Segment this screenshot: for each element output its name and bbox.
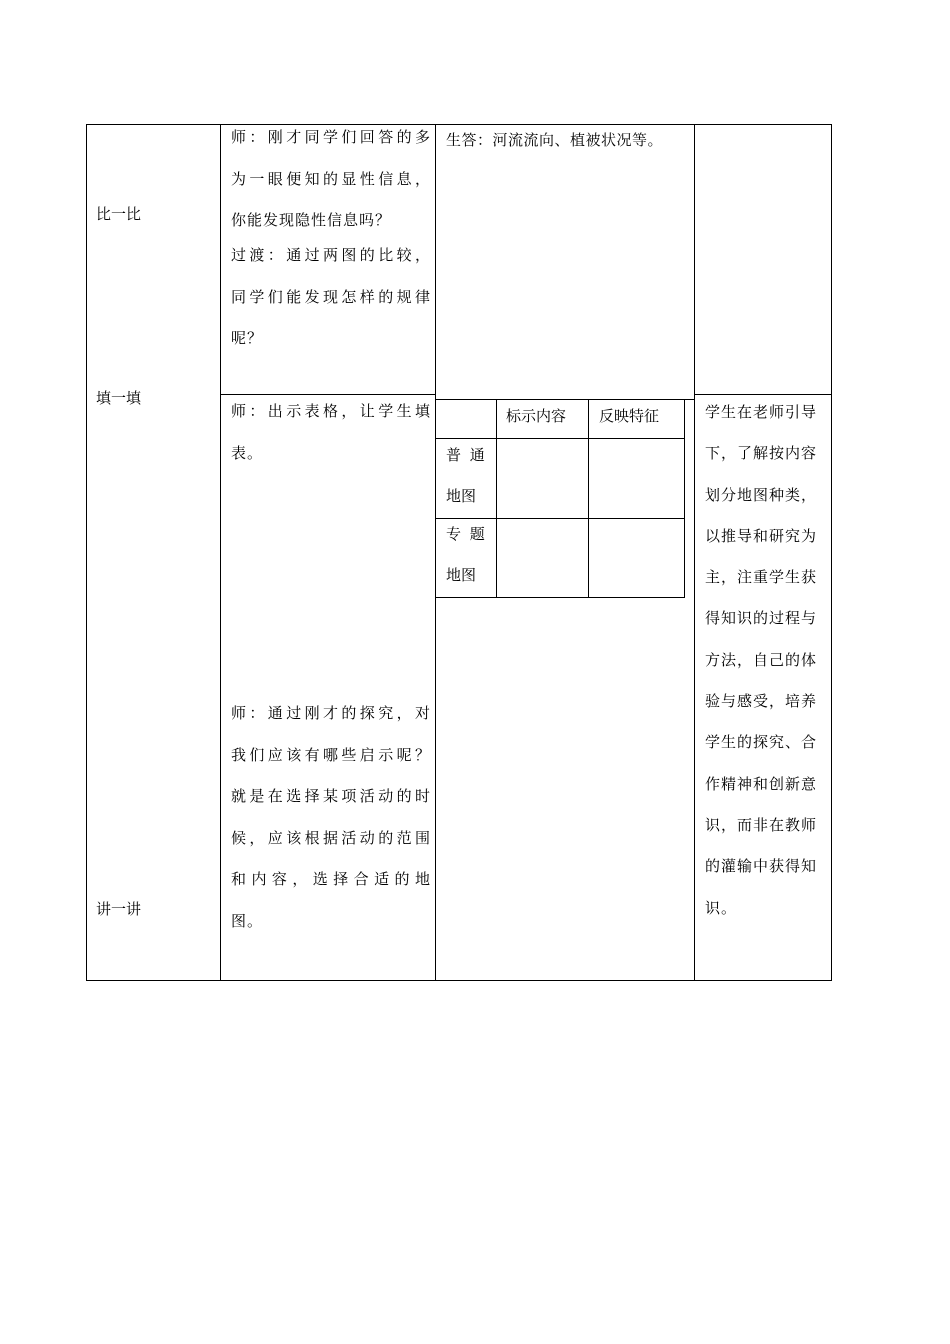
teacher-question-line: 你能发现隐性信息吗？: [231, 211, 392, 229]
fill-table-row-label: 普 通: [446, 446, 487, 464]
intent-line: 方法，自己的体: [705, 650, 818, 669]
column-divider-1: [220, 124, 221, 981]
intent-line: 主，注重学生获: [705, 568, 818, 587]
teacher-summary-line: 图。: [231, 911, 264, 930]
design-intent-block: [705, 392, 829, 929]
teacher-summary-line: 师：通过刚才的探究，对: [231, 704, 431, 722]
fill-table-col-line-1: [496, 399, 497, 598]
fill-table-row-label: 专 题: [446, 525, 487, 543]
intent-line: 以推导和研究为: [705, 526, 818, 545]
intent-line: 学生的探究、合: [705, 733, 818, 752]
fill-table-row-label: 地图: [446, 487, 477, 505]
teacher-summary-line: 候，应该根据活动的范围: [231, 828, 431, 847]
table-border-top: [86, 124, 832, 125]
teacher-transition-block: [231, 235, 431, 360]
student-answer: 生答：河流流向、植被状况等。: [446, 131, 664, 149]
intent-line: 得知识的过程与: [705, 609, 818, 628]
intent-line: 下，了解按内容: [705, 444, 818, 463]
intent-line: 识。: [705, 898, 738, 917]
intent-line: 识，而非在教师: [705, 815, 818, 834]
table-border-right: [831, 124, 832, 981]
fill-table-col-line-2: [588, 399, 589, 598]
table-border-left: [86, 124, 87, 981]
intent-line: 学生在老师引导: [705, 403, 818, 421]
stage-label-talk: 讲一讲: [96, 900, 142, 918]
teacher-fill-line: 表。: [231, 443, 264, 462]
fill-table-border-right: [684, 399, 685, 598]
stage-label-compare: 比一比: [96, 205, 142, 223]
intent-line: 划分地图种类，: [705, 485, 818, 504]
teacher-summary-line: 我们应该有哪些启示呢？: [231, 745, 431, 764]
intent-line: 作精神和创新意: [705, 774, 818, 793]
teacher-fill-block: [231, 391, 431, 474]
fill-table-row-label: 地图: [446, 566, 477, 584]
teacher-summary-block: [231, 693, 431, 942]
teacher-question-line: 师：刚才同学们回答的多: [231, 128, 431, 146]
fill-table-border-bottom: [436, 597, 685, 598]
stage-label-fill: 填一填: [96, 389, 142, 407]
table-border-bottom: [86, 980, 832, 981]
fill-table-row-line-1: [436, 438, 685, 439]
fill-table-header-feature: 反映特征: [599, 407, 660, 425]
teacher-question-line: 为一眼便知的显性信息，: [231, 169, 431, 188]
teacher-transition-line: 同学们能发现怎样的规律: [231, 287, 431, 306]
column-divider-2: [435, 124, 436, 981]
intent-line: 的灌输中获得知: [705, 857, 818, 876]
teacher-fill-line: 师：出示表格，让学生填: [231, 402, 431, 420]
fill-table-border-top: [436, 399, 685, 400]
teacher-summary-line: 和内容，选择合适的地: [231, 870, 431, 888]
teacher-question-block: [231, 117, 431, 242]
fill-table-header-content: 标示内容: [506, 407, 567, 425]
teacher-transition-line: 过渡：通过两图的比较，: [231, 246, 431, 264]
teacher-summary-line: 就是在选择某项活动的时: [231, 787, 431, 805]
teacher-transition-line: 呢？: [231, 329, 264, 347]
column-divider-3: [694, 124, 695, 981]
fill-table-row-line-2: [436, 518, 685, 519]
intent-line: 验与感受，培养: [705, 692, 818, 711]
